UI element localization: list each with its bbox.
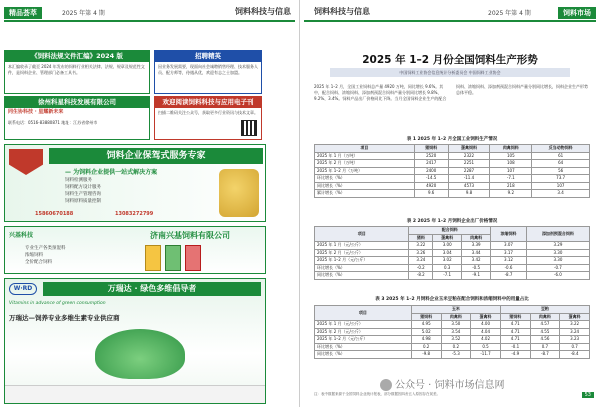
table-cell: 3.42 — [462, 257, 491, 265]
row-label: 同比增长（%） — [315, 351, 412, 359]
magazine-brand: 饲料科技与信息 — [314, 6, 370, 16]
table-cell: 2251 — [448, 160, 490, 168]
table-cell: -0.6 — [491, 264, 527, 272]
table-cell: 3.54 — [441, 328, 471, 336]
article-byline: 中国饲料工业协会信息统计分析委员会 中国饲料工业协会 — [330, 68, 570, 77]
col-header: 反刍动物饲料 — [532, 145, 590, 153]
leaf-graphic-icon — [95, 329, 185, 379]
article-body: 2025 年 1–2 月，全国工业饲料总产量 4920 万吨，同比增长 9.6%。其中，配合饲料、浓缩饲料、添加剂预混合饲料产量分别同比增长 9.8%、9.2%、3.4%。饲料产品出厂价格同比下降。当月全国饲料企业生产的配合饲料、浓缩饲料、添加剂预混合饲料产量分别同比增长，饲料企业生产形势总体平稳。 — [314, 84, 588, 101]
col-subheader: 蛋禽料 — [560, 313, 590, 321]
table-cell: 108 — [490, 160, 532, 168]
table-cell: -0.2 — [409, 264, 433, 272]
magazine-brand: 饲料科技与信息 — [235, 6, 291, 16]
table-header-row — [315, 145, 590, 153]
table-cell: 3.4 — [532, 190, 590, 198]
table-row — [315, 264, 590, 272]
table-cell: 107 — [490, 167, 532, 175]
list-item: 全价配合饲料 — [25, 260, 52, 265]
table-header-row — [315, 306, 590, 314]
box-title: 徐州科星科技发展有限公司 — [5, 97, 149, 108]
right-page — [300, 0, 600, 407]
table-row — [315, 272, 590, 280]
table-cell: -8.4 — [560, 351, 590, 359]
table-cell: 2322 — [448, 152, 490, 160]
col-subheader: 蛋禽料 — [471, 313, 501, 321]
list-item: 饲料检测服务 — [65, 178, 92, 183]
header-rule — [4, 20, 295, 22]
box-sub: 同生协科技 · 星耀新未来 — [8, 109, 64, 115]
table-cell: 4.55 — [530, 328, 560, 336]
table-row — [315, 351, 590, 359]
ad-logo: 兴基科技 — [9, 232, 34, 239]
col-header: 配合饲料 — [409, 227, 491, 235]
col-subheader: 蛋禽料 — [433, 234, 462, 242]
ad-banner: 饲料企业保驾式服务专家 — [49, 148, 263, 164]
ad-item-list — [25, 245, 66, 266]
table-cell: 9.6 — [414, 190, 448, 198]
row-label: 2025 年 1–2 月（万吨） — [315, 167, 415, 175]
table-cell: 0.2 — [411, 343, 441, 351]
shield-logo-icon — [9, 149, 43, 175]
wanruida-ad — [4, 278, 266, 404]
footer-strip — [5, 385, 265, 403]
ad-title: 济南兴基饲料有限公司 — [150, 231, 230, 240]
col-header: 项目 — [315, 306, 412, 321]
table-cell: 4.71 — [500, 328, 530, 336]
col-header: 蛋禽饲料 — [448, 145, 490, 153]
table-cell: -8.2 — [409, 272, 433, 280]
page-number: 53 — [582, 392, 594, 398]
table-cell: 0.2 — [441, 343, 471, 351]
col-header: 豆粕 — [500, 306, 589, 314]
table-row — [315, 328, 590, 336]
table-cell: 3.02 — [433, 257, 462, 265]
table-cell: 3.44 — [462, 249, 491, 257]
grain-image-icon — [219, 169, 259, 217]
table-cell: 2287 — [448, 167, 490, 175]
table-cell: 105 — [490, 152, 532, 160]
col-header: 猪饲料 — [414, 145, 448, 153]
table-cell: 4.04 — [471, 328, 501, 336]
list-item: 饲料生产管理咨询 — [65, 192, 101, 197]
box-text: 本汇编收录了截至 2024 年发布的饲料行业相关法律、法规、规章及规范性文件，是饲料企业、管理部门必备工具书。 — [8, 64, 145, 75]
row-label: 2025 年 2 月（万吨） — [315, 160, 415, 168]
table-cell: 3.12 — [491, 257, 527, 265]
table-row — [315, 343, 590, 351]
table-1-body — [315, 152, 590, 197]
table-cell: 0.7 — [530, 343, 560, 351]
row-label: 环比增长（%） — [315, 264, 409, 272]
table-cell: -0.1 — [500, 343, 530, 351]
table-row — [315, 152, 590, 160]
table-cell: 3.17 — [491, 249, 527, 257]
section-tag: 饲料市场 — [558, 7, 596, 19]
table-1-caption: 表 1 2025 年 1–2 月全国工业饲料生产情况 — [406, 137, 498, 142]
table-cell: -6.0 — [526, 272, 589, 280]
issue-label: 2025 年第 4 期 — [488, 10, 531, 17]
table-cell: 3.07 — [491, 242, 527, 250]
table-cell: 0.7 — [560, 343, 590, 351]
table-row — [315, 190, 590, 198]
list-item: 浓缩饲料 — [25, 253, 43, 258]
table-cell: 64 — [532, 160, 590, 168]
table-cell: -8.7 — [530, 351, 560, 359]
list-item: 饲料原料质量控制 — [65, 199, 101, 204]
table-cell: -9.8 — [411, 351, 441, 359]
table-3-body — [315, 321, 590, 359]
left-header — [0, 0, 299, 22]
col-subheader: 猪料 — [409, 234, 433, 242]
table-cell: 4.57 — [530, 321, 560, 329]
regulation-book-box — [4, 50, 150, 94]
ejournal-box — [154, 96, 262, 140]
table-cell: -7.1 — [433, 272, 462, 280]
col-header: 玉米 — [411, 306, 500, 314]
col-subheader: 肉禽料 — [441, 313, 471, 321]
table-cell: 4.71 — [500, 321, 530, 329]
table-cell: -0.5 — [462, 264, 491, 272]
table-1 — [314, 144, 590, 198]
table-cell: -0.7 — [526, 264, 589, 272]
ad-item-list — [65, 177, 101, 205]
table-cell: 2520 — [414, 152, 448, 160]
phone-1: 15860670188 — [35, 211, 74, 217]
product-bag-icon — [185, 245, 201, 271]
table-cell: 4920 — [414, 182, 448, 190]
table-cell: 3.24 — [560, 328, 590, 336]
table-cell: -4.9 — [500, 351, 530, 359]
right-header — [300, 0, 600, 22]
watermark-text: 公众号 · 饲料市场信息网 — [395, 380, 505, 391]
wrd-logo: W·RD — [9, 283, 37, 295]
table-cell: 61 — [532, 152, 590, 160]
table-cell: 3.24 — [409, 257, 433, 265]
table-cell: 4.98 — [411, 336, 441, 344]
col-subheader: 肉禽料 — [462, 234, 491, 242]
table-cell: 9.2 — [490, 190, 532, 198]
box-title: 招聘精英 — [155, 51, 261, 62]
row-label: 2025 年 2 月（元/公斤） — [315, 328, 412, 336]
row-label: 2025 年 1 月（万吨） — [315, 152, 415, 160]
row-label: 同比增长（%） — [315, 182, 415, 190]
section-tag: 精品荟萃 — [4, 7, 42, 19]
issue-label: 2025 年第 4 期 — [62, 10, 105, 17]
box-title: 《饲料法规文件汇编》2024 版 — [5, 51, 149, 62]
watermark — [380, 376, 505, 391]
row-label: 2025 年 1–2 月（元/公斤） — [315, 336, 412, 344]
phone-2: 13083272799 — [115, 211, 154, 217]
table-cell: 3.04 — [433, 249, 462, 257]
list-item: 饲料配方设计服务 — [65, 185, 101, 190]
table-cell: 218 — [490, 182, 532, 190]
ad-tagline: Vitamins in advance of green consumption — [9, 301, 106, 306]
row-label: 2025 年 1–2 月（元/公斤） — [315, 257, 409, 265]
col-header: 浓缩饲料 — [491, 227, 527, 242]
wechat-icon — [380, 379, 392, 391]
table-cell: -11.4 — [448, 175, 490, 183]
table-cell: 4.02 — [471, 336, 501, 344]
table-cell: -5.3 — [441, 351, 471, 359]
table-3-caption: 表 3 2025 年 1–2 月饲料企业玉米豆粕在配合饲料和浓缩饲料中的用量占比 — [375, 297, 529, 302]
table-cell: 3.29 — [526, 242, 589, 250]
table-cell: 4573 — [448, 182, 490, 190]
table-cell: 3.52 — [441, 336, 471, 344]
table-cell: -11.7 — [471, 351, 501, 359]
product-bag-icon — [145, 245, 161, 271]
col-subheader: 猪饲料 — [411, 313, 441, 321]
col-header: 项目 — [315, 227, 409, 242]
table-row — [315, 336, 590, 344]
table-cell: 3.22 — [560, 321, 590, 329]
table-cell: 107 — [532, 182, 590, 190]
table-row — [315, 175, 590, 183]
col-header: 肉禽饲料 — [490, 145, 532, 153]
col-header: 项目 — [315, 145, 415, 153]
box-title: 欢迎阅读饲料科技与应用电子刊 — [155, 97, 261, 108]
row-label: 环比增长（%） — [315, 175, 415, 183]
row-label: 累计增长（%） — [315, 190, 415, 198]
table-cell: -8.7 — [491, 272, 527, 280]
recruit-box — [154, 50, 262, 94]
table-cell: 3.22 — [409, 242, 433, 250]
list-item: 专业生产各类预混料 — [25, 246, 66, 251]
ad-subtitle: 万瑞达—饲养专业多维生素专业供应商 — [9, 314, 120, 322]
table-2-caption: 表 2 2025 年 1–2 月饲料企业出厂价格情况 — [406, 219, 498, 224]
box-text: 因业务发展需要，现面向社会诚聘销售经理、技术服务人员、配方师等，待遇从优，欢迎有志之士加盟。 — [158, 64, 258, 75]
table-cell: 3.39 — [462, 242, 491, 250]
table-note: 注：表中数据来源于全国饲料企业统计报表，部分数据因四舍五入原因存在误差。 — [314, 392, 440, 396]
table-2-body — [315, 242, 590, 280]
col-header: 添加剂预混合饲料 — [526, 227, 589, 242]
row-label: 环比增长（%） — [315, 343, 412, 351]
table-cell: 73.7 — [532, 175, 590, 183]
table-cell: 4.71 — [500, 336, 530, 344]
table-cell: 4.95 — [411, 321, 441, 329]
header-rule — [304, 20, 596, 22]
company-box — [4, 96, 150, 140]
table-cell: -9.1 — [462, 272, 491, 280]
table-header-row — [315, 227, 590, 235]
table-cell: 3.30 — [526, 257, 589, 265]
xingji-ad — [4, 226, 266, 274]
table-cell: 0.5 — [471, 343, 501, 351]
table-cell: 3.50 — [441, 321, 471, 329]
table-cell: 5.02 — [411, 328, 441, 336]
ad-subtitle: — 为饲料企业提供一站式解决方案 — [65, 169, 158, 176]
table-row — [315, 249, 590, 257]
row-label: 2025 年 2 月（元/公斤） — [315, 249, 409, 257]
col-subheader: 肉禽料 — [530, 313, 560, 321]
article-title: 2025 年 1–2 月份全国饲料生产形势 — [362, 54, 538, 66]
table-cell: 3.30 — [526, 249, 589, 257]
table-row — [315, 182, 590, 190]
box-text: 联系电话：0516-83880871 地址：江苏省徐州市 — [8, 119, 98, 125]
ad-banner: 万瑞达 · 绿色多维倡导者 — [43, 282, 261, 296]
table-cell: 4.00 — [471, 321, 501, 329]
table-cell: 3.23 — [560, 336, 590, 344]
table-row — [315, 321, 590, 329]
table-2 — [314, 226, 590, 280]
table-cell: 56 — [532, 167, 590, 175]
table-cell: 2400 — [414, 167, 448, 175]
table-cell: 2417 — [414, 160, 448, 168]
row-label: 2025 年 1 月（元/公斤） — [315, 242, 409, 250]
table-cell: 4.56 — [530, 336, 560, 344]
product-bag-icon — [165, 245, 181, 271]
table-cell: -14.5 — [414, 175, 448, 183]
col-subheader: 猪饲料 — [500, 313, 530, 321]
table-row — [315, 160, 590, 168]
table-cell: 0.3 — [433, 264, 462, 272]
row-label: 2025 年 1 月（元/公斤） — [315, 321, 412, 329]
table-cell: -7.1 — [490, 175, 532, 183]
table-cell: 3.00 — [433, 242, 462, 250]
table-row — [315, 257, 590, 265]
qr-code-icon — [241, 120, 257, 136]
table-row — [315, 167, 590, 175]
table-cell: 9.8 — [448, 190, 490, 198]
box-text: 扫描二维码关注公众号，获取更多行业资讯与技术文章。 — [158, 110, 258, 115]
table-row — [315, 242, 590, 250]
table-cell: 3.26 — [409, 249, 433, 257]
row-label: 同比增长（%） — [315, 272, 409, 280]
table-3 — [314, 305, 590, 359]
service-ad — [4, 144, 266, 222]
